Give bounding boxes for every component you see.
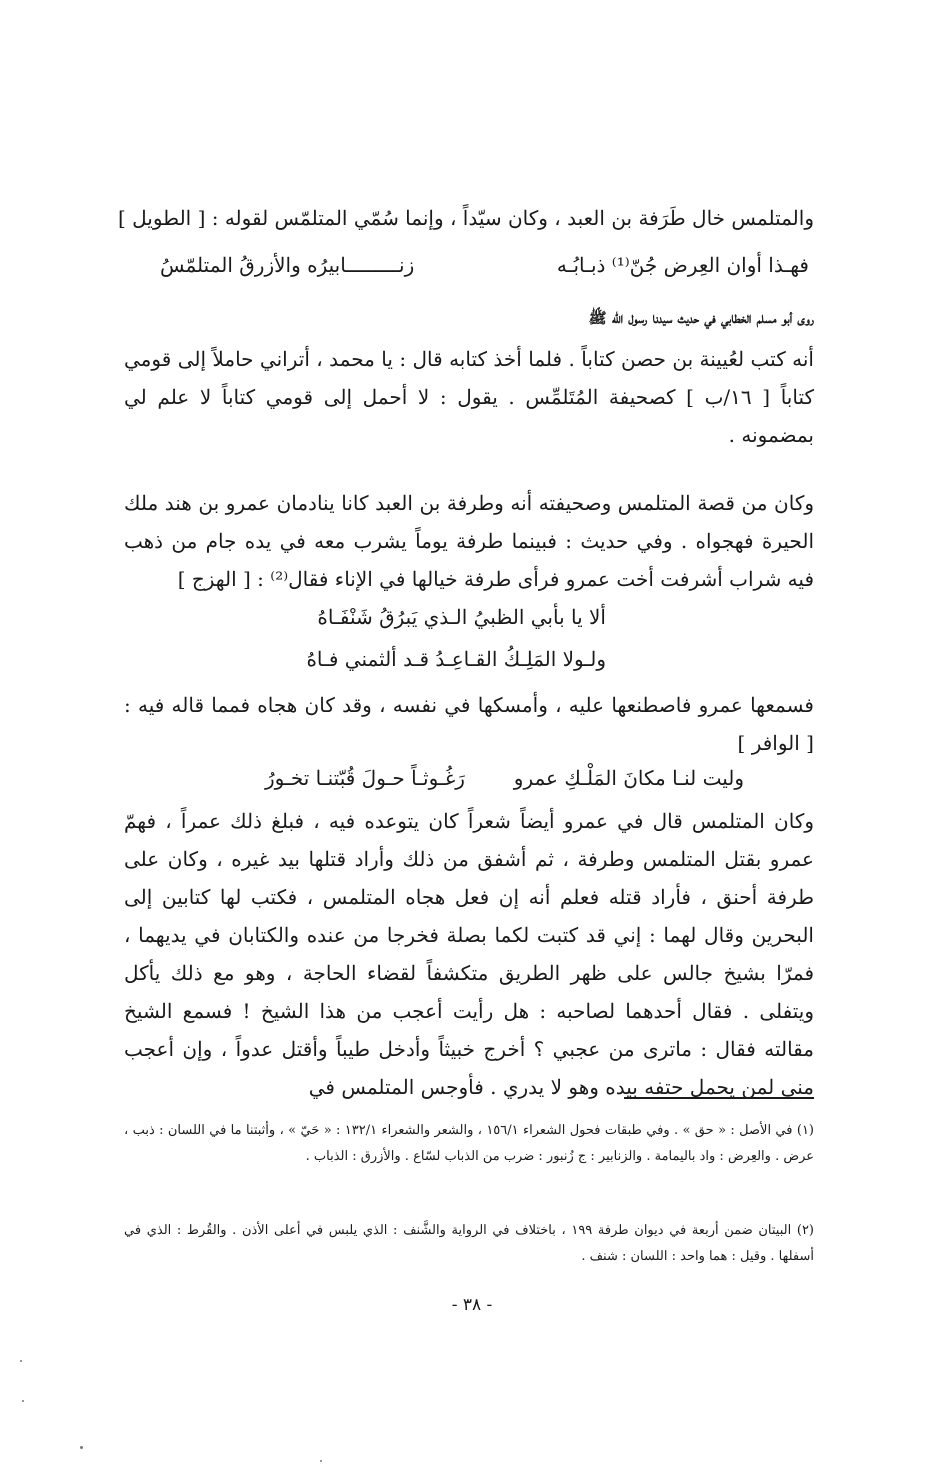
paragraph-hadith: أنه كتب لعُيينة بن حصن كتاباً . فلما أخذ كتابه قال : يا محمد ، أتراني حاملاً إلى قومي كتاباً [ ١٦/ب ] كصحيفة المُتَلمِّس . يقول : لا أحمل إلى قومي كتاباً لا علم لي بمضمونه . (124, 347, 814, 447)
footnote-1: (١) في الأصل : « حق » . وفي طبقات فحول الشعراء ١٥٦/١ ، والشعر والشعراء ١٣٢/١ : « حَيّ » ، وأثبتنا ما في اللسان : ذبب ، عرض . والعِرض : واد باليمامة . والزنابير : ج زُنبور : ضرب من الذباب لسّاع . والأزرق : الذباب . (124, 1123, 814, 1164)
footnote-2: (٢) البيتان ضمن أربعة في ديوان طرفة ١٩٩ ، باختلاف في الرواية والشَّنف : الذي يلبس في أعلى الأذن . والقُرط : الذي في أسفلها . وقيل : هما واحد : اللسان : شنف . (124, 1223, 814, 1264)
scan-speck (80, 1446, 83, 1449)
verse2-line2: ولـولا المَلِـكُ القـاعِـدُ قـد ألثمني فـاهُ (306, 647, 606, 671)
scan-speck (320, 1460, 322, 1462)
scan-speck (22, 1400, 24, 1402)
paragraph-story: وكان من قصة المتلمس وصحيفته أنه وطرفة بن العبد كانا ينادمان عمرو بن هند ملك الحيرة فهجواه . وفي حديث : فبينما طرفة يوماً يشرب معه في يده جام من ذهب فيه شراب أشرفت أخت عمرو فرأى طرفة خيالها في الإناء فقال⁽²⁾ : [ الهزج ] (124, 491, 814, 591)
verse3-first-hemistich: وليت لنـا مكانَ المَلْـكِ عمرو (513, 766, 744, 790)
page-number: - ٣٨ - (451, 1295, 493, 1315)
paragraph-hija: فسمعها عمرو فاصطنعها عليه ، وأمسكها في نفسه ، وقد كان هجاه فمما قاله فيه : [ الوافر ] (124, 693, 814, 755)
scan-speck (20, 1360, 22, 1362)
paragraph-main: وكان المتلمس قال في عمرو أيضاً شعراً كان يتوعده فيه ، فبلغ ذلك عمراً ، فهمّ عمرو بقتل المتلمس وطرفة ، ثم أشفق من ذلك وأراد قتلها بيد غيره ، وكان على طرفة أحنق ، فأراد قتله فعلم أنه إن فعل هجاه المتلمس ، فكتب لها كتابين إلى البحرين وقال لهما : إني قد كتبت لكما بصلة فخرجا من عنده والكتابان في يديهما ، فمرّا بشيخ جالس على ظهر الطريق متكشفاً لقضاء الحاجة ، وهو مع ذلك يأكل ويتفلى . فقال أحدهما لصاحبه : هل رأيت أعجب من هذا الشيخ ! فسمع الشيخ مقالته فقال : ماترى من عجبي ؟ أخرج خبيثاً وأدخل طيباً وأقتل عدواً ، وإن أعجب مني لمن يحمل حتفه بيده وهو لا يدري . فأوجس المتلمس في (124, 809, 814, 1099)
footnote-separator (624, 1097, 814, 1099)
intro-line: والمتلمس خال طَرَفة بن العبد ، وكان سيّداً ، وإنما سُمّي المتلمّس لقوله : [ الطويل ] (117, 206, 814, 230)
hadith-subheading: روى أبو مسلم الخطابي في حديث سيدنا رسول الله ﷺ (588, 309, 814, 327)
verse3-second-hemistich: رَغُـوثـاً حـولَ قُبّتنـا تخـورُ (265, 766, 465, 790)
verse1-first-hemistich: فهـذا أوان العِرض جُنّ⁽¹⁾ ذبـابُـه (556, 253, 809, 277)
verse1-second-hemistich: زنـــــــــابيرُه والأزرقُ المتلمّسُ (160, 253, 415, 277)
verse2-line1: ألا يا بأبي الظبيُ الـذي يَبرُقُ شَنْفَـاهُ (317, 605, 606, 629)
